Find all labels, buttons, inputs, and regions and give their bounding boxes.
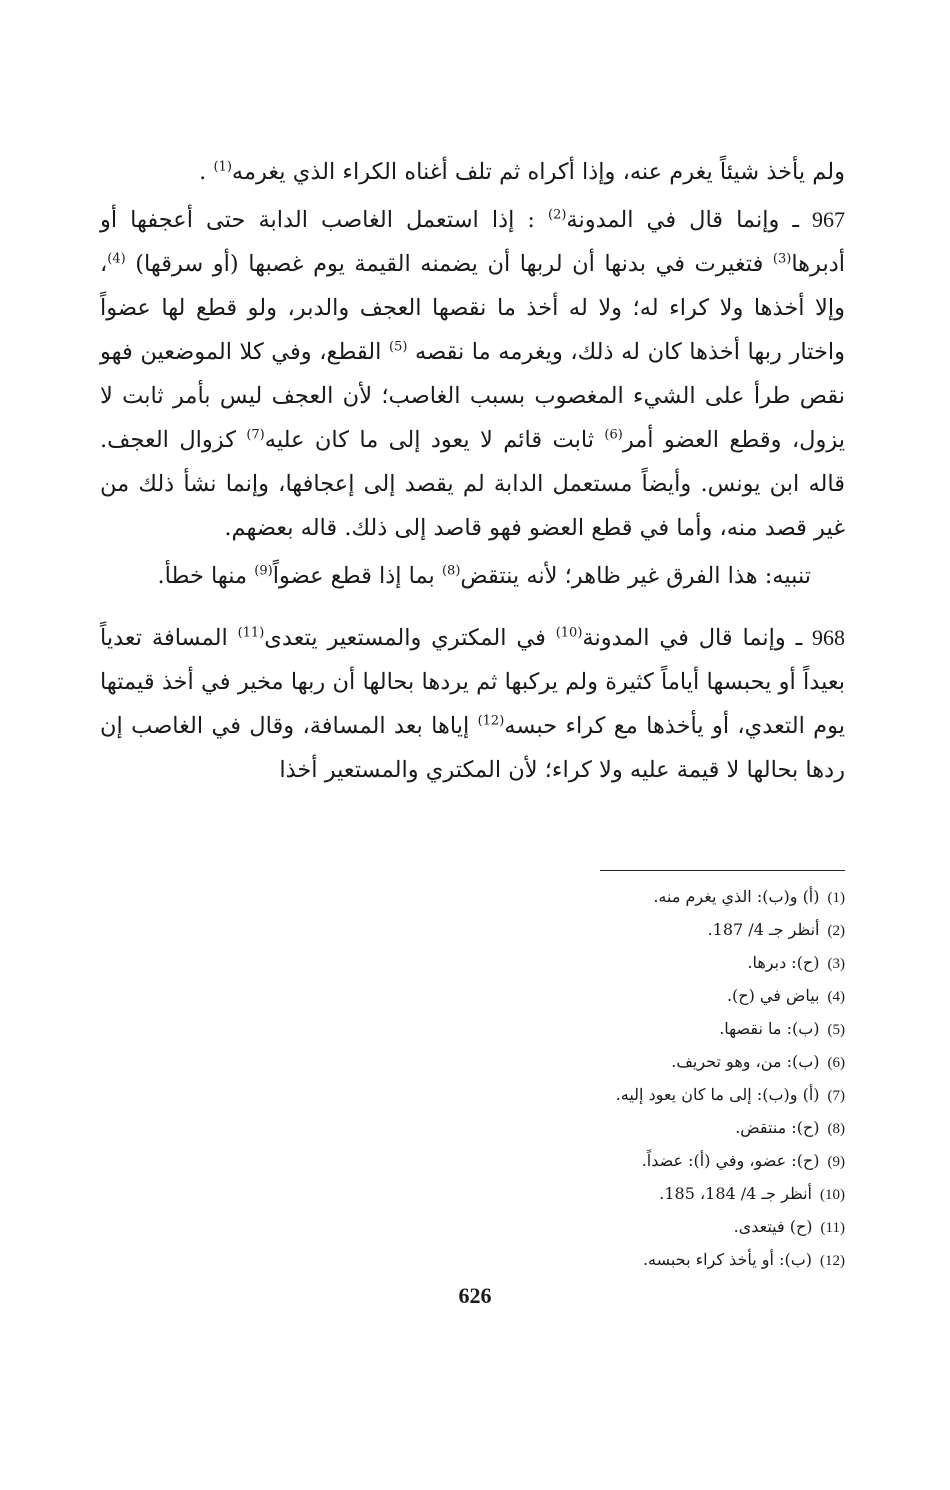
- p967-text-6: ثابت قائم لا يعود إلى ما كان عليه: [264, 427, 605, 453]
- footnote-ref-5: (5): [388, 339, 408, 355]
- main-text: [100, 150, 845, 792]
- spacer: [100, 598, 845, 612]
- p967-text-2: : إذا استعمل الغاصب الدابة حتى أعجفها أو أدبرها: [100, 207, 845, 277]
- footnote-number: (6): [827, 1055, 845, 1071]
- footnote-number: (12): [820, 1253, 845, 1269]
- footnote: [325, 1177, 845, 1210]
- footnote-text: أنظر جـ 4/ 187.: [707, 920, 820, 939]
- footnote-ref-11: (11): [237, 625, 265, 641]
- note-paragraph: [100, 554, 845, 598]
- footnote: [325, 1045, 845, 1078]
- footnote: [325, 1144, 845, 1177]
- footnote-text: (ب): من، وهو تحريف.: [671, 1052, 820, 1071]
- note-text-1: تنبيه: هذا الفرق غير ظاهر؛ لأنه ينتقض: [460, 563, 811, 589]
- footnote-number: (5): [827, 1022, 845, 1038]
- footnote-text: (أ) و(ب): إلى ما كان يعود إليه.: [615, 1085, 820, 1104]
- dash: ـ: [785, 625, 812, 651]
- footnotes-list: [325, 880, 845, 1276]
- p967-text-1: وإنما قال في المدونة: [566, 207, 780, 233]
- footnote-text: (ح): عضو، وفي (أ): عضداً.: [641, 1151, 820, 1170]
- p967-text-7: كزوال العجف. قاله ابن يونس. وأيضاً مستعمل الدابة لم يقصد إلى إعجافها، وإنما نشأ ذلك من غير قصد منه، وأما في قطع العضو فهو قاصد إلى ذلك. قاله بعضهم.: [100, 427, 845, 541]
- footnote: [325, 979, 845, 1012]
- p968-text-3: المسافة تعدياً بعيداً أو يحبسها أياماً كثيرة ولم يركبها ثم يردها بحالها أن ربها مخير في أخذ قيمتها يوم التعدي، أو يأخذها مع كراء حبسه: [100, 625, 846, 739]
- footnote-text: بياض في (ح).: [726, 986, 820, 1005]
- footnote-ref-9: (9): [254, 563, 273, 579]
- footnote-ref-4: (4): [107, 251, 126, 267]
- footnote: [325, 880, 845, 913]
- footnote-number: (2): [827, 923, 845, 939]
- p967-text-4: ، وإلا أخذها ولا كراء له؛ ولا له أخذ ما نقصها العجف والدبر، ولو قطع لها عضواً واختار ربها أخذها كان له ذلك، ويغرمه ما نقصه: [100, 251, 845, 365]
- footnote: [325, 1243, 845, 1276]
- footnote: [325, 1078, 845, 1111]
- footnote-number: (8): [827, 1121, 845, 1137]
- footnote-divider: [600, 870, 845, 871]
- footnote-text: (ب): ما نقصها.: [719, 1019, 820, 1038]
- paragraph-number-967: 967: [811, 207, 845, 232]
- note-text-2: بما إذا قطع عضواً: [272, 563, 442, 589]
- p967-text-3: فتغيرت في بدنها أن لربها أن يضمنه القيمة يوم غصبها (أو سرقها): [125, 251, 773, 277]
- p968-text-4: إياها بعد المسافة، وقال في الغاصب إن ردها بحالها لا قيمة عليه ولا كراء؛ لأن المكتري والمستعير أخذا: [100, 713, 845, 783]
- dash: ـ: [779, 207, 812, 233]
- page-number: 626: [458, 1283, 492, 1308]
- footnote-number: (3): [827, 956, 845, 972]
- footnote-ref-8: (8): [441, 563, 461, 579]
- footnote-text: (ب): أو يأخذ كراء بحبسه.: [642, 1250, 812, 1269]
- paragraph-967: [100, 198, 845, 550]
- footnote-text: أنظر جـ 4/ 184، 185.: [659, 1184, 812, 1203]
- intro-end: .: [199, 159, 214, 185]
- footnote-number: (10): [820, 1187, 845, 1203]
- footnote-number: (4): [827, 989, 845, 1005]
- footnote-ref-2: (2): [547, 207, 567, 223]
- p968-text-1: وإنما قال في المدونة: [582, 625, 786, 651]
- footnote-ref-1: (1): [213, 159, 232, 175]
- footnote: [325, 1012, 845, 1045]
- paragraph-number-968: 968: [812, 625, 845, 650]
- footnote: [325, 1210, 845, 1243]
- footnote-number: (7): [827, 1088, 845, 1104]
- footnote-text: (أ) و(ب): الذي يغرم منه.: [653, 887, 820, 906]
- footnote-text: (ح): منتقض.: [735, 1118, 820, 1137]
- footnote: [325, 946, 845, 979]
- intro-text: ولم يأخذ شيئاً يغرم عنه، وإذا أكراه ثم تلف أغناه الكراء الذي يغرمه: [231, 159, 845, 185]
- p967-text-5: القطع، وفي كلا الموضعين فهو نقص طرأ على الشيء المغصوب بسبب الغاصب؛ لأن العجف ليس بأمر ثابت لا يزول، وقطع العضو أمر: [100, 339, 846, 453]
- intro-paragraph: [100, 150, 845, 194]
- footnote: [325, 913, 845, 946]
- footnote-ref-6: (6): [604, 427, 623, 443]
- footnote-ref-10: (10): [555, 625, 583, 641]
- note-text-3: منها خطأ.: [157, 563, 255, 589]
- footnote-ref-3: (3): [772, 251, 792, 267]
- paragraph-968: [100, 616, 845, 792]
- footnote-text: (ح) فيتعدى.: [733, 1217, 813, 1236]
- footnote-number: (9): [827, 1154, 845, 1170]
- footnote-ref-7: (7): [246, 427, 265, 443]
- footnote-number: (1): [827, 890, 845, 906]
- p968-text-2: في المكتري والمستعير يتعدى: [264, 625, 556, 651]
- footnote-number: (11): [820, 1220, 845, 1236]
- footnote-ref-12: (12): [477, 713, 505, 729]
- footnote-text: (ح): دبرها.: [747, 953, 820, 972]
- footnote: [325, 1111, 845, 1144]
